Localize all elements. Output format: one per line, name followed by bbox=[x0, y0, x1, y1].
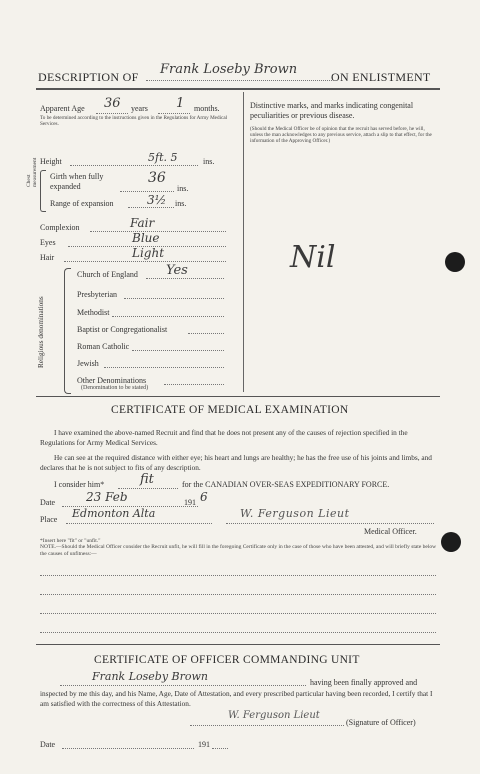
punch-hole-top bbox=[445, 252, 465, 272]
commanding-year-prefix: 191 bbox=[198, 740, 210, 749]
religion-item-3-label: Baptist or Congregationalist bbox=[77, 325, 168, 334]
age-years-unit: years bbox=[131, 104, 148, 113]
fit-value: fit bbox=[140, 472, 154, 487]
chest-girth-label: Girth when fully expanded bbox=[50, 172, 104, 191]
medical-date-value: 23 Feb bbox=[86, 490, 128, 504]
marks-heading: Distinctive marks, and marks indicating congenital peculiarities or previous disease. bbox=[250, 101, 414, 120]
medical-footnote: NOTE.—Should the Medical Officer consider the Recruit unfit, he will fill in the foregoing Certificate only in the case of those who have been attested, and will briefly state below the causes of unfitness:— bbox=[40, 544, 437, 557]
medical-para-1: I have examined the above-named Recruit and find that he does not present any of the causes of rejection specified in the Regulations for Army Medical Services. bbox=[40, 428, 408, 447]
medical-place-label: Place bbox=[40, 515, 58, 524]
unfitness-line-3 bbox=[40, 613, 436, 614]
commanding-name-value: Frank Loseby Brown bbox=[92, 670, 208, 683]
commanding-signature-label: (Signature of Officer) bbox=[346, 718, 416, 727]
complexion-label: Complexion bbox=[40, 223, 80, 232]
header-rule bbox=[36, 88, 440, 90]
medical-date-label: Date bbox=[40, 498, 56, 507]
hair-value: Light bbox=[132, 246, 165, 260]
section-rule-1 bbox=[36, 396, 440, 397]
marks-note: (Should the Medical Officer be of opinion that the recruit has served before, he will, unless the man acknowledges to any previous service, attach a slip to that effect, for the information of the Approving Officer.) bbox=[250, 126, 432, 144]
complexion-value: Fair bbox=[130, 216, 155, 230]
age-note: To be determined according to the instructions given in the Regulations for Army Medical Services. bbox=[40, 115, 228, 127]
consider-suffix: for the CANADIAN OVER-SEAS EXPEDITIONARY FORCE. bbox=[182, 480, 390, 489]
commanding-para-tail: having been finally approved and bbox=[310, 678, 418, 687]
commanding-heading: CERTIFICATE OF OFFICER COMMANDING UNIT bbox=[94, 654, 360, 666]
chest-range-unit: ins. bbox=[175, 199, 187, 208]
religion-item-1-label: Presbyterian bbox=[77, 290, 117, 299]
religion-group-label: Religious denominations bbox=[37, 296, 45, 368]
chest-group-label: Chest measurement bbox=[26, 157, 38, 187]
commanding-date-label: Date bbox=[40, 740, 56, 749]
age-label: Apparent Age bbox=[40, 104, 85, 113]
hair-label: Hair bbox=[40, 253, 55, 262]
medical-year-value: 6 bbox=[200, 490, 208, 504]
religion-item-6-label: Other Denominations bbox=[77, 376, 147, 385]
chest-range-value: 3½ bbox=[147, 193, 167, 207]
medical-year-prefix: 191 bbox=[184, 498, 196, 507]
medical-officer-label: Medical Officer. bbox=[364, 527, 417, 536]
religion-item-4-label: Roman Catholic bbox=[77, 342, 130, 351]
recruit-name: Frank Loseby Brown bbox=[160, 62, 298, 77]
medical-officer-signature: W. Ferguson Lieut bbox=[240, 507, 350, 520]
religion-other-note: (Denomination to be stated) bbox=[81, 385, 149, 391]
unfitness-line-2 bbox=[40, 594, 436, 595]
chest-range-label: Range of expansion bbox=[50, 199, 114, 208]
unfitness-line-1 bbox=[40, 575, 436, 576]
section-rule-2 bbox=[36, 644, 440, 645]
chest-girth-unit: ins. bbox=[177, 184, 189, 193]
medical-para-2: He can see at the required distance with either eye; his heart and lungs are healthy; he has the free use of his joints and limbs, and declares that he is not subject to fits of any description. bbox=[40, 453, 432, 472]
age-months-value: 1 bbox=[176, 96, 185, 111]
religion-item-0-label: Church of England bbox=[77, 270, 138, 279]
medical-place-value: Edmonton Alta bbox=[72, 507, 156, 520]
commanding-para-rest: inspected by me this day, and his Name, Age, Date of Attestation, and every prescribed particular having been recorded, I certify that I am satisfied with the correctness of this Attestation. bbox=[40, 689, 433, 708]
marks-value: Nil bbox=[290, 240, 336, 275]
title-suffix: ON ENLISTMENT bbox=[331, 70, 431, 84]
religion-item-5-label: Jewish bbox=[77, 359, 99, 368]
height-value: 5ft. 5 bbox=[148, 151, 178, 164]
height-unit: ins. bbox=[203, 157, 215, 166]
chest-girth-value: 36 bbox=[148, 170, 166, 186]
eyes-value: Blue bbox=[132, 231, 160, 245]
medical-heading: CERTIFICATE OF MEDICAL EXAMINATION bbox=[111, 404, 349, 416]
title-prefix: DESCRIPTION OF bbox=[38, 70, 139, 84]
commanding-signature: W. Ferguson Lieut bbox=[228, 710, 320, 721]
punch-hole-bottom bbox=[441, 532, 461, 552]
religion-item-2-label: Methodist bbox=[77, 308, 110, 317]
name-line bbox=[146, 80, 332, 81]
insert-note: *Insert here "fit" or "unfit." bbox=[40, 538, 101, 544]
column-divider bbox=[243, 92, 244, 392]
age-months-unit: months. bbox=[194, 104, 220, 113]
height-label: Height bbox=[40, 157, 62, 166]
religion-item-0-value: Yes bbox=[166, 263, 188, 278]
consider-prefix: I consider him* bbox=[54, 480, 105, 489]
unfitness-line-4 bbox=[40, 632, 436, 633]
age-years-value: 36 bbox=[104, 96, 121, 111]
eyes-label: Eyes bbox=[40, 238, 56, 247]
